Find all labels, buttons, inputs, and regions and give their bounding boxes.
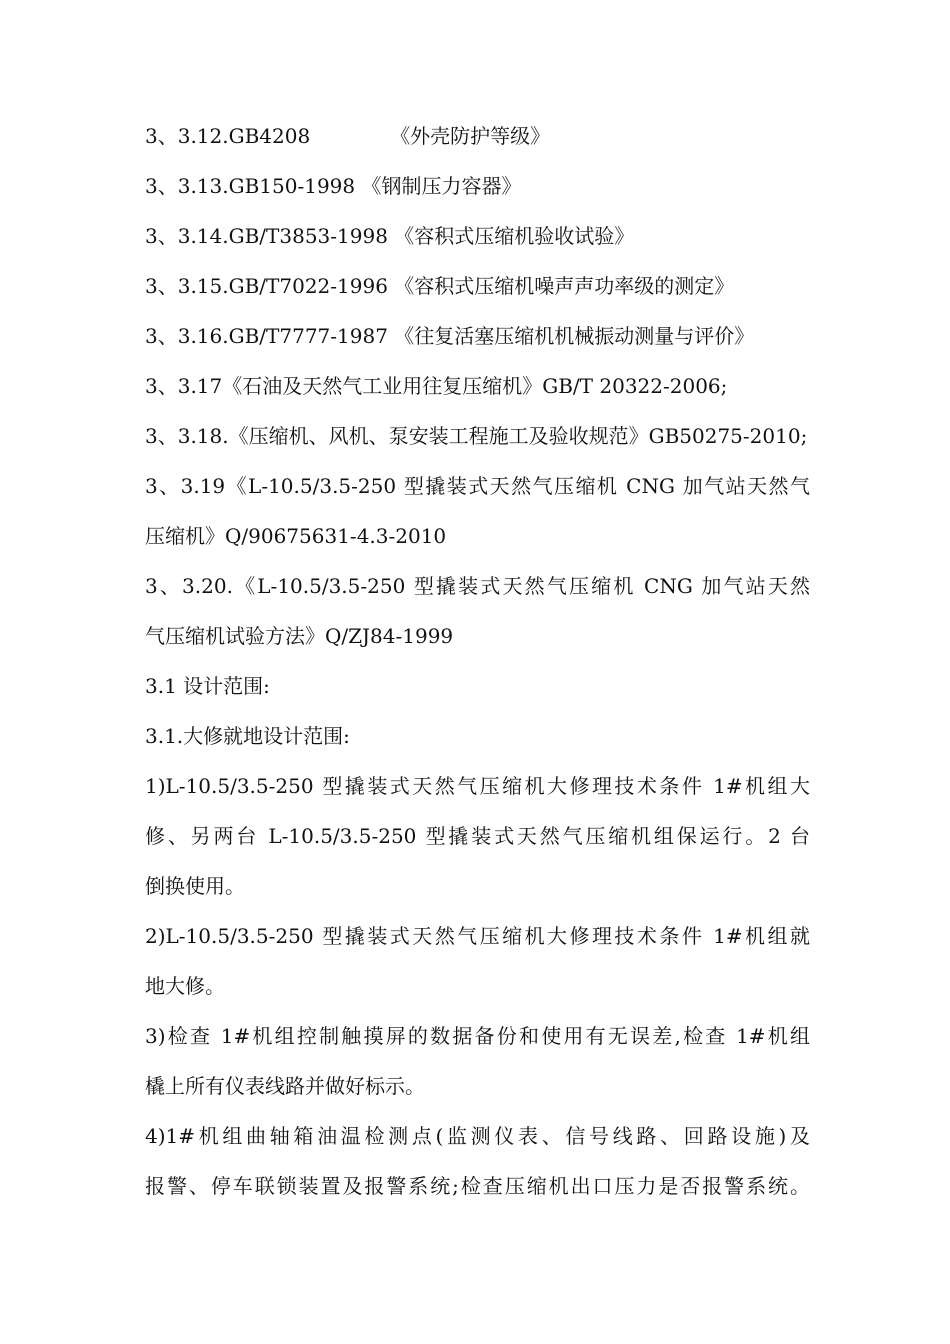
item-1-line-3: 倒换使用。 (145, 874, 245, 898)
item-1-line-1: 1)L-10.5/3.5-250 型撬装式天然气压缩机大修理技术条件 1#机组大 (145, 774, 810, 798)
text-line-3-3-16: 3、3.16.GB/T7777-1987 《往复活塞压缩机机械振动测量与评价》 (145, 324, 755, 348)
item-3-line-1: 3)检查 1#机组控制触摸屏的数据备份和使用有无误差,检查 1#机组 (145, 1024, 810, 1048)
item-3-line-2: 橇上所有仪表线路并做好标示。 (145, 1074, 425, 1098)
section-heading-3-1: 3.1 设计范围: (145, 674, 270, 698)
text-line-3-3-19-a: 3、3.19《L-10.5/3.5-250 型撬装式天然气压缩机 CNG 加气站天然气 (145, 474, 810, 498)
text-line-3-3-20-a: 3、3.20.《L-10.5/3.5-250 型撬装式天然气压缩机 CNG 加气站天然 (145, 574, 810, 598)
text-line-3-3-13: 3、3.13.GB150-1998 《钢制压力容器》 (145, 174, 522, 198)
text-line-3-3-17: 3、3.17《石油及天然气工业用往复压缩机》GB/T 20322-2006; (145, 374, 728, 398)
text-line-3-3-14: 3、3.14.GB/T3853-1998 《容积式压缩机验收试验》 (145, 224, 635, 248)
standard-title: 《外壳防护等级》 (390, 124, 551, 148)
item-2-line-1: 2)L-10.5/3.5-250 型撬装式天然气压缩机大修理技术条件 1#机组就 (145, 924, 810, 948)
text-line-3-3-18: 3、3.18.《压缩机、风机、泵安装工程施工及验收规范》GB50275-2010; (145, 424, 808, 448)
text-line-3-3-12 (145, 122, 810, 150)
text-line-3-3-19-b: 压缩机》Q/90675631-4.3-2010 (145, 524, 447, 548)
item-4-line-2: 报警、停车联锁装置及报警系统;检查压缩机出口压力是否报警系统。 (145, 1174, 810, 1198)
text-line-3-3-20-b: 气压缩机试验方法》Q/ZJ84-1999 (145, 624, 454, 648)
standard-code: 3、3.12.GB4208 (145, 124, 311, 148)
text-line-3-3-15: 3、3.15.GB/T7022-1996 《容积式压缩机噪声声功率级的测定》 (145, 274, 735, 298)
subsection-heading-3-1: 3.1.大修就地设计范围: (145, 724, 350, 748)
item-1-line-2: 修、另两台 L-10.5/3.5-250 型撬装式天然气压缩机组保运行。2 台 (145, 824, 810, 848)
item-2-line-2: 地大修。 (145, 974, 225, 998)
item-4-line-1: 4)1#机组曲轴箱油温检测点(监测仪表、信号线路、回路设施)及 (145, 1124, 810, 1148)
